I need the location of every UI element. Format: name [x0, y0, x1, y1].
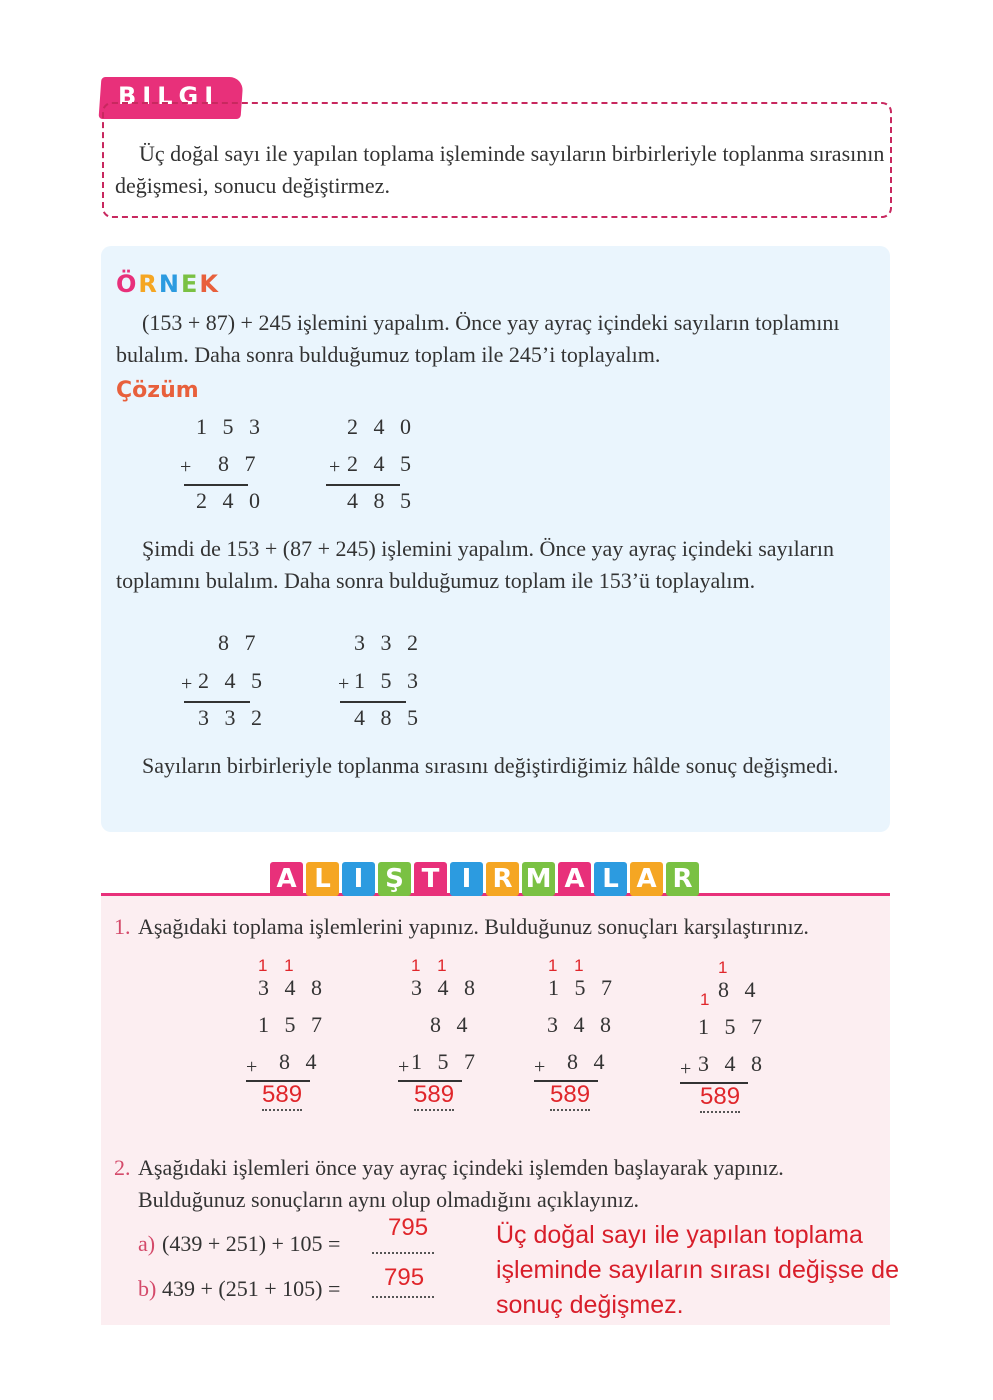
calc3-line — [184, 701, 250, 703]
calc4-plus: + — [338, 673, 350, 695]
q1-text: Aşağıdaki toplama işlemlerini yapınız. Bulduğunuz sonuçları karşılaştırınız. — [138, 914, 809, 939]
sum3-c: 8 4 — [567, 1049, 610, 1074]
sum4-a: 8 4 — [718, 977, 761, 1002]
handwritten-note: Üç doğal sayı ile yapılan toplama işleminde sayıların sırası değişse de sonuç değişmez. — [496, 1221, 899, 1319]
sum4-b: 1 5 7 — [698, 1014, 767, 1039]
sum3-carry: 1 1 — [548, 956, 590, 975]
cozum-heading: Çözüm — [116, 378, 199, 403]
calc2-top: 2 4 0 — [347, 414, 416, 439]
alistirmalar-tile: L — [306, 862, 339, 896]
sum2-plus: + — [398, 1056, 410, 1078]
calc4-top: 3 3 2 — [354, 630, 423, 655]
sum2-b: 8 4 — [430, 1012, 473, 1037]
sum3-plus: + — [534, 1056, 546, 1078]
sum4-c: 3 4 8 — [698, 1051, 767, 1076]
qa-expression: (439 + 251) + 105 = — [162, 1231, 341, 1256]
alistirmalar-tile: A — [270, 862, 303, 896]
qb-answer: 795 — [384, 1264, 425, 1291]
sum4-plus: + — [680, 1058, 692, 1080]
ornek-title-letter: N — [158, 270, 181, 298]
alistirmalar-tile: I — [342, 862, 375, 896]
sum3-a: 1 5 7 — [548, 975, 617, 1000]
alistirmalar-tile: A — [558, 862, 591, 896]
qb-label: b) — [138, 1276, 157, 1301]
sum1-b: 1 5 7 — [258, 1012, 327, 1037]
calc2-result: 4 8 5 — [347, 488, 416, 513]
calc1-line — [184, 484, 248, 486]
alistirmalar-tile: Ş — [378, 862, 411, 896]
ornek-title-letter: Ö — [116, 270, 139, 298]
ornek-title-letter: K — [199, 270, 220, 298]
sum1-carry: 1 1 — [258, 956, 300, 975]
q2-number: 2. — [114, 1155, 131, 1180]
calc1-top: 1 5 3 — [196, 414, 265, 439]
alistirmalar-tile: I — [450, 862, 483, 896]
alistirmalar-tile: M — [522, 862, 555, 896]
sum2-a: 3 4 8 — [411, 975, 480, 1000]
qa-answer: 795 — [388, 1214, 429, 1241]
sum1-c: 8 4 — [279, 1049, 322, 1074]
sum2-answer: 589 — [414, 1081, 454, 1111]
calc3-plus: + — [181, 673, 193, 695]
sum1-plus: + — [246, 1056, 258, 1078]
calc1-mid: 8 7 — [218, 451, 261, 476]
calc2-line — [326, 484, 400, 486]
alistirmalar-tile: A — [630, 862, 663, 896]
ornek-paragraph-3: Sayıların birbirleriyle toplanma sırasını değiştirdiğimiz hâlde sonuç değişmedi. — [142, 753, 839, 778]
calc1-plus: + — [180, 456, 192, 478]
sum3-b: 3 4 8 — [547, 1012, 616, 1037]
qb-dotted-line — [372, 1296, 434, 1298]
qb-expression: 439 + (251 + 105) = — [162, 1276, 341, 1301]
sum1-a: 3 4 8 — [258, 975, 327, 1000]
qa-dotted-line — [372, 1252, 434, 1254]
ornek-paragraph-1: (153 + 87) + 245 işlemini yapalım. Önce yay ayraç içindeki sayıların toplamını bulalım. Daha sonra bulduğumuz toplam ile 245’i toplayalım. — [116, 310, 840, 367]
calc3-top: 8 7 — [218, 630, 261, 655]
alistirmalar-tile: R — [486, 862, 519, 896]
q2-text: Aşağıdaki işlemleri önce yay ayraç içindeki işlemden başlayarak yapınız. Bulduğunuz sonuçların aynı olup olmadığını açıklayınız. — [138, 1155, 784, 1212]
alistirmalar-title — [270, 862, 699, 896]
calc2-plus: + — [329, 456, 341, 478]
calc3-result: 3 3 2 — [198, 705, 267, 730]
sum2-carry: 1 1 — [411, 956, 453, 975]
alistirmalar-tile: T — [414, 862, 447, 896]
calc3-mid: 2 4 5 — [198, 668, 267, 693]
ornek-title-letter: E — [180, 270, 200, 298]
qa-label: a) — [138, 1231, 156, 1256]
sum2-c: 1 5 7 — [411, 1049, 480, 1074]
sum1-answer: 589 — [262, 1081, 302, 1111]
calc4-line — [340, 701, 406, 703]
sum4-carry: 1 — [718, 958, 734, 977]
sum3-answer: 589 — [550, 1081, 590, 1111]
calc1-result: 2 4 0 — [196, 488, 265, 513]
bilgi-text: Üç doğal sayı ile yapılan toplama işleminde sayıların birbirleriyle toplanma sırasının değişmesi, sonucu değiştirmez. — [115, 141, 885, 198]
sum4-carry-2: 1 — [700, 990, 716, 1009]
calc2-mid: 2 4 5 — [347, 451, 416, 476]
calc4-mid: 1 5 3 — [354, 668, 423, 693]
ornek-paragraph-2: Şimdi de 153 + (87 + 245) işlemini yapalım. Önce yay ayraç içindeki sayıların toplamını bulalım. Daha sonra bulduğumuz toplam ile 153’ü toplayalım. — [116, 536, 834, 593]
q1-number: 1. — [114, 914, 131, 939]
alistirmalar-tile: R — [666, 862, 699, 896]
ornek-title-letter: R — [138, 270, 159, 298]
ornek-title — [116, 270, 220, 298]
sum4-answer: 589 — [700, 1083, 740, 1113]
bilgi-label: BILGI — [118, 82, 220, 110]
calc4-result: 4 8 5 — [354, 705, 423, 730]
alistirmalar-tile: L — [594, 862, 627, 896]
